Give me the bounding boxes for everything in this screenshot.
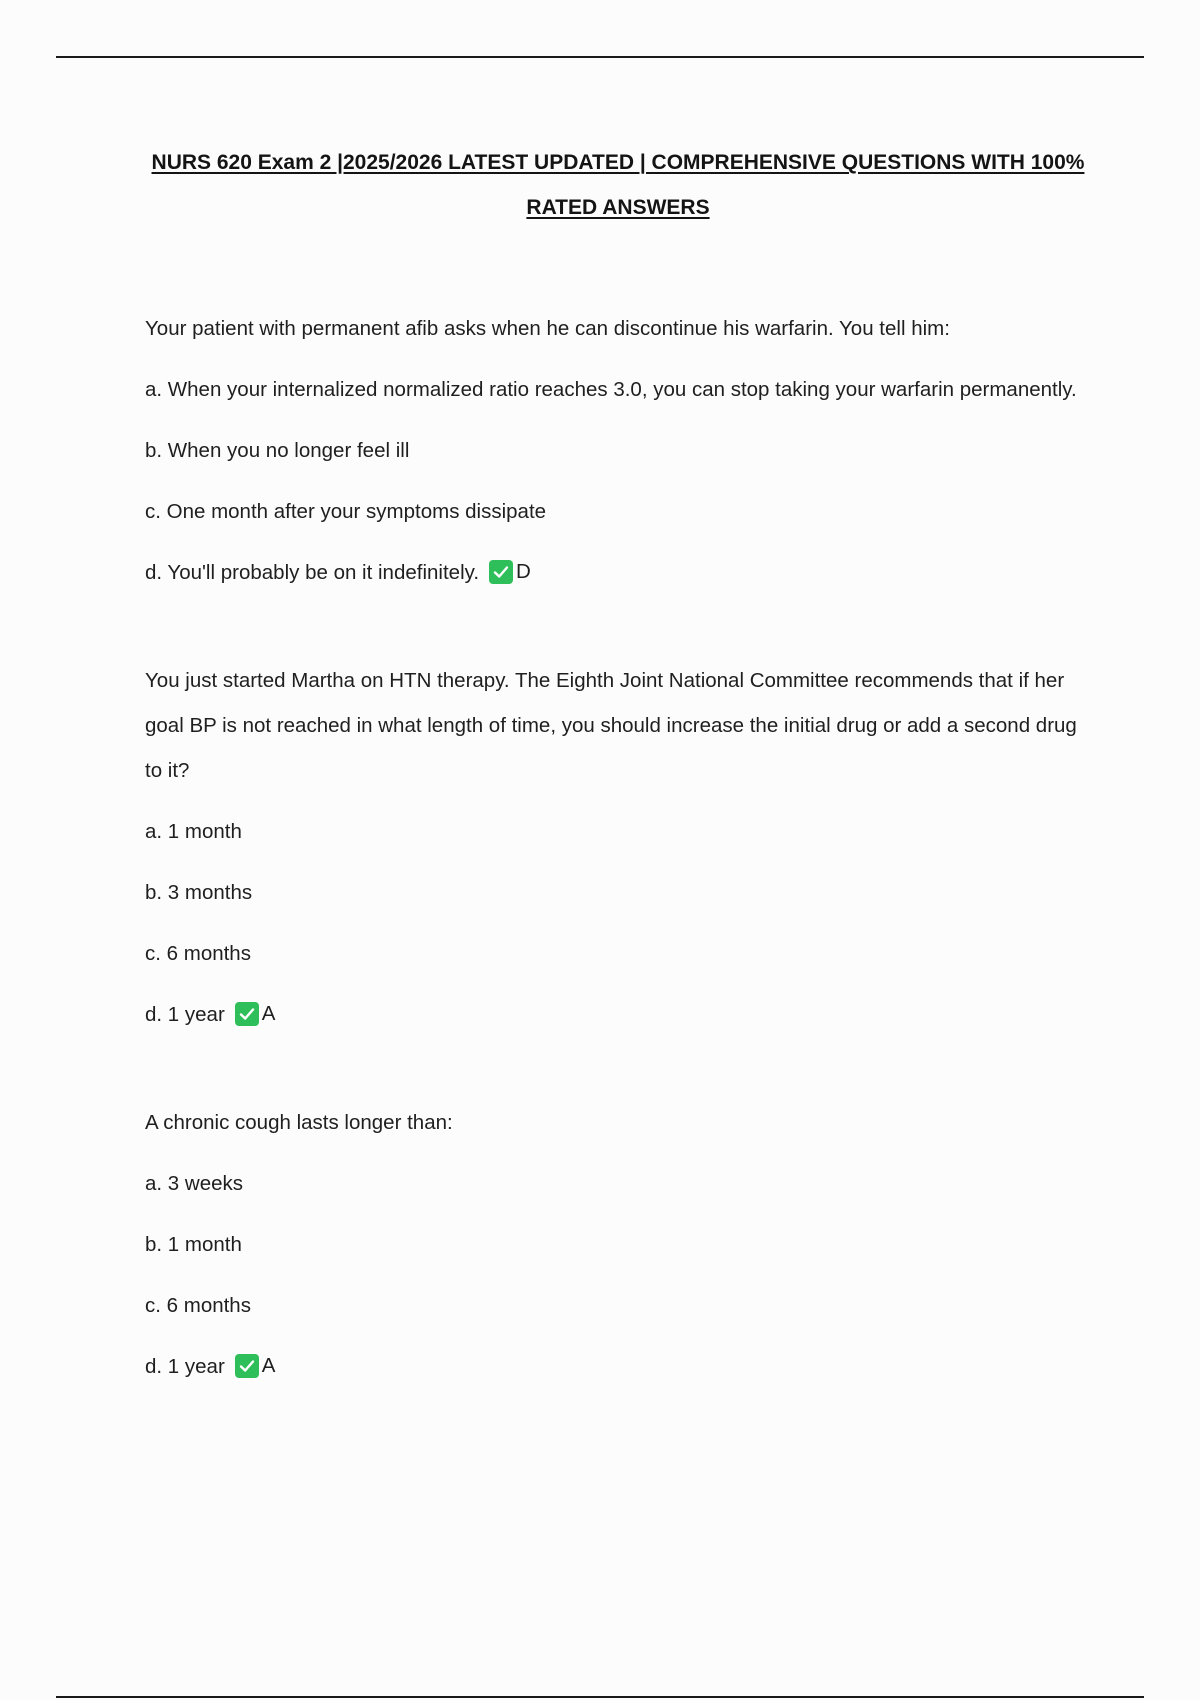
questions-content: [145, 306, 1085, 1452]
top-rule: [56, 56, 1144, 58]
answer-mark: [489, 549, 531, 594]
option-d-text: d. You'll probably be on it indefinitely.: [145, 561, 480, 584]
question-block-2: [145, 658, 1085, 1038]
document-title: NURS 620 Exam 2 |2025/2026 LATEST UPDATED | COMPREHENSIVE QUESTIONS WITH 100% RATED ANSWERS: [151, 151, 1085, 219]
option-b: b. 1 month: [145, 1233, 242, 1257]
question-text: You just started Martha on HTN therapy. The Eighth Joint National Committee recommends that if her goal BP is not reached in what length of time, you should increase the initial drug or add a second drug to it?: [145, 669, 1077, 783]
option-c: c. 6 months: [145, 1294, 251, 1318]
question-text: A chronic cough lasts longer than:: [145, 1111, 453, 1135]
option-d: [145, 992, 1085, 1038]
option-a: a. 3 weeks: [145, 1172, 243, 1196]
answer-letter: D: [516, 560, 531, 584]
option-b: b. 3 months: [145, 881, 253, 905]
option-d-text: d. 1 year: [145, 1355, 225, 1379]
option-d-text: d. 1 year: [145, 1003, 225, 1027]
question-block-3: [145, 1100, 1085, 1390]
check-mark-icon: [489, 560, 513, 584]
option-d: [145, 1344, 1085, 1390]
option-c: c. One month after your symptoms dissipate: [145, 500, 547, 523]
check-mark-icon: [235, 1002, 259, 1026]
option-d: [145, 550, 1085, 596]
option-c: c. 6 months: [145, 942, 251, 966]
question-text: Your patient with permanent afib asks when he can discontinue his warfarin. You tell him:: [145, 317, 950, 340]
answer-letter: A: [261, 1002, 276, 1026]
answer-mark: [235, 991, 276, 1036]
option-b: b. When you no longer feel ill: [145, 439, 410, 462]
option-a: a. When your internalized normalized ratio reaches 3.0, you can stop taking your warfarin permanently.: [145, 378, 1077, 401]
option-a: a. 1 month: [145, 820, 242, 844]
question-block-1: [145, 306, 1085, 596]
bottom-rule: [56, 1696, 1144, 1698]
check-mark-icon: [235, 1354, 259, 1378]
answer-mark: [235, 1343, 276, 1388]
answer-letter: A: [261, 1354, 276, 1378]
